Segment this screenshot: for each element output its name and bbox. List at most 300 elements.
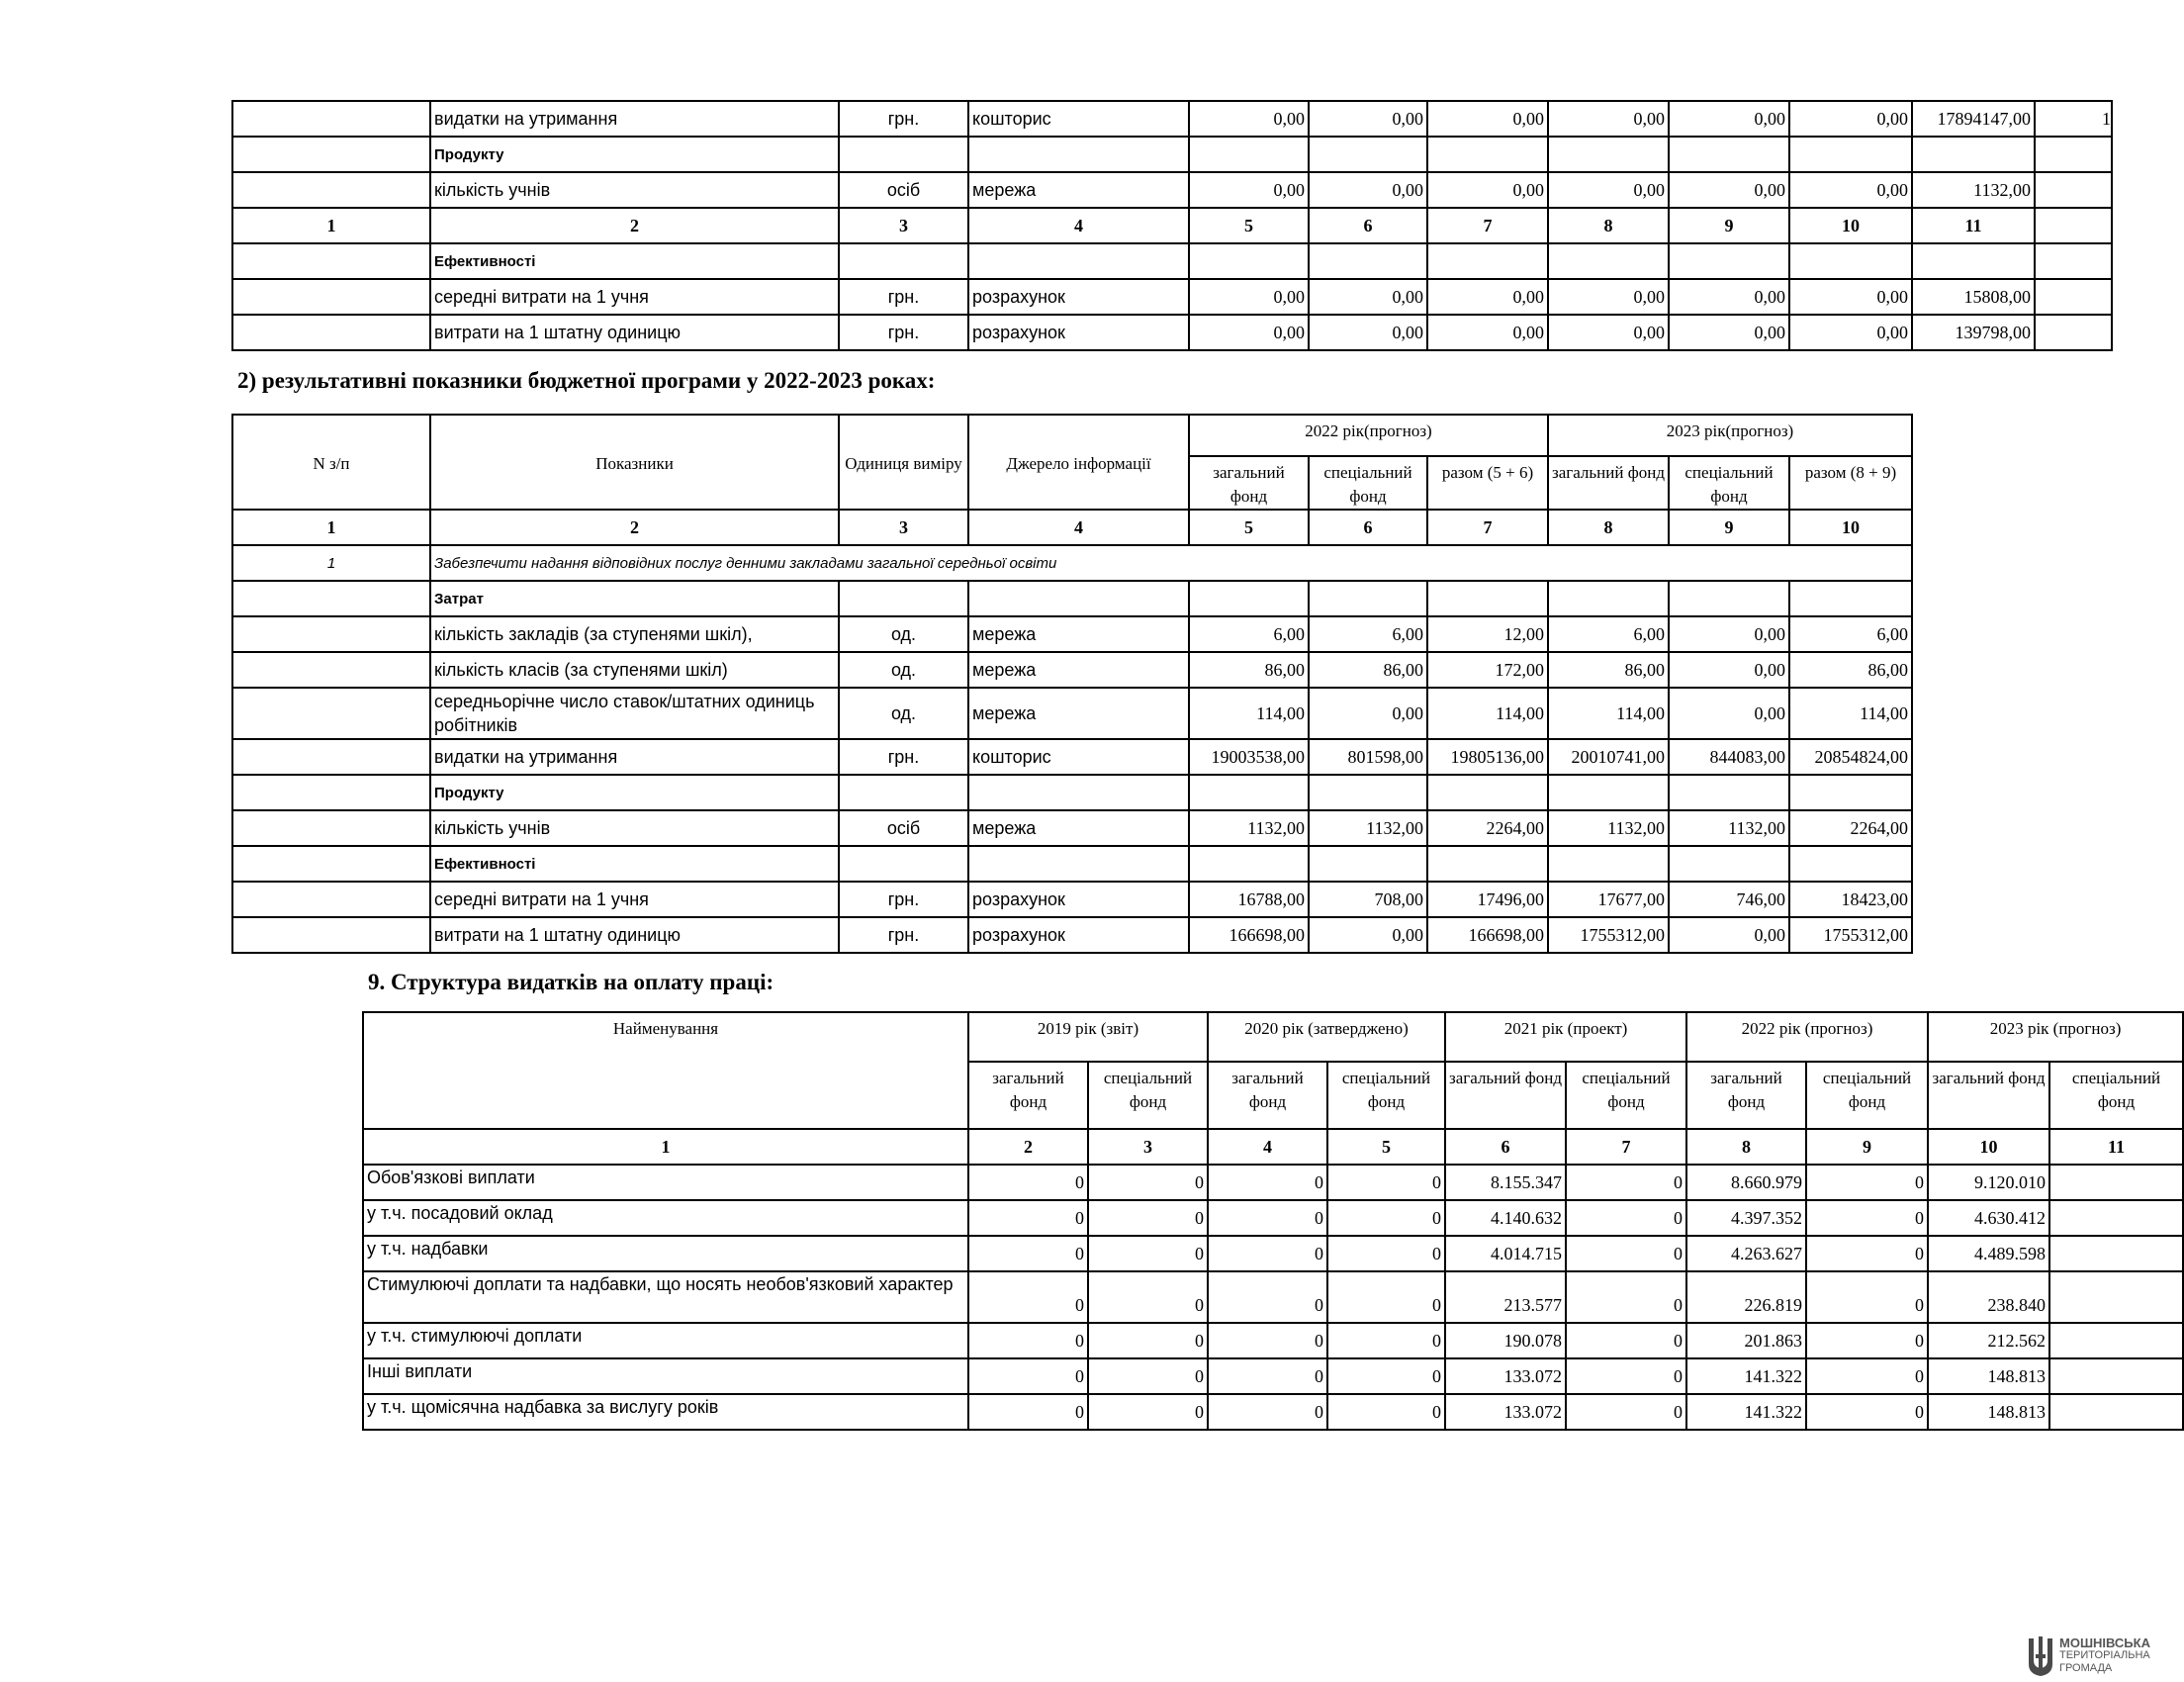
column-number: 9: [1669, 208, 1789, 243]
cell: [839, 137, 968, 172]
value-cell: 0: [1088, 1200, 1208, 1236]
value-cell: [2049, 1358, 2183, 1394]
value-cell: 0: [1327, 1394, 1445, 1430]
value-cell: [2035, 315, 2112, 350]
cell: [232, 652, 430, 688]
column-number: 8: [1686, 1129, 1806, 1165]
value-cell: 844083,00: [1669, 739, 1789, 775]
table-row: [232, 172, 2112, 208]
table-row: [232, 208, 2112, 243]
value-cell: 0,00: [1789, 101, 1912, 137]
unit: од.: [839, 652, 968, 688]
value-cell: [2049, 1236, 2183, 1271]
cell: [1309, 775, 1427, 810]
cell: [232, 917, 430, 953]
unit: осіб: [839, 172, 968, 208]
value-cell: 0,00: [1309, 917, 1427, 953]
value-cell: 1: [2035, 101, 2112, 137]
column-number: 3: [1088, 1129, 1208, 1165]
value-cell: 6,00: [1789, 616, 1912, 652]
value-cell: 1132,00: [1189, 810, 1309, 846]
cell: [1309, 846, 1427, 882]
value-cell: 801598,00: [1309, 739, 1427, 775]
column-number: 1: [232, 208, 430, 243]
value-cell: 86,00: [1309, 652, 1427, 688]
value-cell: 0: [1088, 1236, 1208, 1271]
value-cell: 0: [1806, 1271, 1928, 1323]
cell: [232, 688, 430, 739]
section-label: Ефективності: [430, 243, 839, 279]
column-number: 8: [1548, 208, 1669, 243]
value-cell: 8.155.347: [1445, 1165, 1566, 1200]
value-cell: 0: [1327, 1200, 1445, 1236]
column-number: 5: [1189, 208, 1309, 243]
cell: [1669, 581, 1789, 616]
value-cell: 213.577: [1445, 1271, 1566, 1323]
col-header-unit: Одиниця виміру: [839, 415, 968, 510]
cell: [1789, 243, 1912, 279]
table-row: [232, 652, 1912, 688]
value-cell: 0: [1088, 1358, 1208, 1394]
col-header-special-fund: спеціальний фонд: [1309, 456, 1427, 510]
cell: [1189, 775, 1309, 810]
col-header-special-fund: спеціальний фонд: [1806, 1062, 1928, 1129]
value-cell: 0: [1208, 1394, 1327, 1430]
cell: [1789, 846, 1912, 882]
value-cell: 17677,00: [1548, 882, 1669, 917]
cell: [1789, 775, 1912, 810]
col-header-general-fund: загальний фонд: [1189, 456, 1309, 510]
column-number: 5: [1189, 510, 1309, 545]
cell: [232, 846, 430, 882]
value-cell: 226.819: [1686, 1271, 1806, 1323]
value-cell: 133.072: [1445, 1394, 1566, 1430]
cell: [2035, 137, 2112, 172]
col-header-year: 2021 рік (проект): [1445, 1012, 1686, 1062]
column-number: 11: [2049, 1129, 2183, 1165]
logo-text-line3: ГРОМАДА: [2059, 1662, 2113, 1674]
value-cell: 0,00: [1669, 279, 1789, 315]
cell: [1189, 137, 1309, 172]
value-cell: 1132,00: [1669, 810, 1789, 846]
table-row: [363, 1271, 2183, 1323]
column-number: 11: [1912, 208, 2035, 243]
cell: [1309, 243, 1427, 279]
col-header-name: Найменування: [363, 1012, 968, 1129]
table-row: [232, 315, 2112, 350]
value-cell: 238.840: [1928, 1271, 2049, 1323]
indicators-table-continued: [231, 100, 2113, 351]
value-cell: 0: [1806, 1236, 1928, 1271]
value-cell: 0: [1208, 1200, 1327, 1236]
col-header-general-fund: загальний фонд: [968, 1062, 1088, 1129]
source: мережа: [968, 810, 1189, 846]
cell: [1427, 243, 1548, 279]
value-cell: [2049, 1200, 2183, 1236]
cell: [1189, 846, 1309, 882]
cell: [839, 846, 968, 882]
unit: од.: [839, 616, 968, 652]
col-header-num: N з/п: [232, 415, 430, 510]
value-cell: 0,00: [1427, 172, 1548, 208]
indicator-name: кількість учнів: [430, 810, 839, 846]
value-cell: 166698,00: [1427, 917, 1548, 953]
value-cell: 0,00: [1669, 315, 1789, 350]
payment-name: Стимулюючі доплати та надбавки, що носять необов'язковий характер: [363, 1271, 968, 1323]
unit: од.: [839, 688, 968, 739]
value-cell: 0: [1208, 1358, 1327, 1394]
col-header-special-fund: спеціальний фонд: [1327, 1062, 1445, 1129]
value-cell: 114,00: [1789, 688, 1912, 739]
col-header-year: 2023 рік (прогноз): [1928, 1012, 2183, 1062]
value-cell: 0: [968, 1271, 1088, 1323]
value-cell: 0,00: [1427, 279, 1548, 315]
value-cell: 141.322: [1686, 1358, 1806, 1394]
column-numbers-row: [232, 510, 1912, 545]
col-header-general-fund: загальний фонд: [1548, 456, 1669, 510]
value-cell: 0,00: [1789, 172, 1912, 208]
value-cell: 16788,00: [1189, 882, 1309, 917]
source: кошторис: [968, 101, 1189, 137]
column-number: 6: [1309, 208, 1427, 243]
value-cell: 86,00: [1789, 652, 1912, 688]
trident-icon: [2026, 1635, 2055, 1678]
indicator-name: кількість закладів (за ступенями шкіл),: [430, 616, 839, 652]
col-header-year-2023: 2023 рік(прогноз): [1548, 415, 1912, 456]
value-cell: 0,00: [1309, 101, 1427, 137]
value-cell: 0,00: [1789, 315, 1912, 350]
value-cell: 708,00: [1309, 882, 1427, 917]
section-label: Продукту: [430, 775, 839, 810]
value-cell: 15808,00: [1912, 279, 2035, 315]
value-cell: 4.014.715: [1445, 1236, 1566, 1271]
value-cell: 0,00: [1669, 101, 1789, 137]
value-cell: 0: [1088, 1271, 1208, 1323]
source: розрахунок: [968, 917, 1189, 953]
table-row: [232, 882, 1912, 917]
value-cell: 190.078: [1445, 1323, 1566, 1358]
logo-text-line2: ТЕРИТОРІАЛЬНА: [2059, 1649, 2150, 1661]
value-cell: 17894147,00: [1912, 101, 2035, 137]
value-cell: 0: [1566, 1323, 1686, 1358]
column-number: 10: [1789, 510, 1912, 545]
source: мережа: [968, 688, 1189, 739]
payment-name: Інші виплати: [363, 1358, 968, 1394]
column-number: 6: [1309, 510, 1427, 545]
value-cell: 20854824,00: [1789, 739, 1912, 775]
task-row: [232, 545, 1912, 581]
value-cell: 141.322: [1686, 1394, 1806, 1430]
column-number: 4: [968, 510, 1189, 545]
value-cell: 12,00: [1427, 616, 1548, 652]
cell: [1789, 581, 1912, 616]
col-header-year: 2022 рік (прогноз): [1686, 1012, 1928, 1062]
cell: [1669, 775, 1789, 810]
value-cell: 0: [1088, 1394, 1208, 1430]
col-header-special-fund: спеціальний фонд: [1088, 1062, 1208, 1129]
unit: грн.: [839, 279, 968, 315]
cell: [232, 775, 430, 810]
value-cell: 133.072: [1445, 1358, 1566, 1394]
source: мережа: [968, 616, 1189, 652]
column-number: 2: [430, 510, 839, 545]
value-cell: 1755312,00: [1789, 917, 1912, 953]
indicator-name: кількість учнів: [430, 172, 839, 208]
indicator-name: видатки на утримання: [430, 739, 839, 775]
cell: [232, 137, 430, 172]
cell: [232, 882, 430, 917]
value-cell: 0,00: [1309, 172, 1427, 208]
unit: грн.: [839, 739, 968, 775]
cell: [1669, 137, 1789, 172]
cell: [968, 243, 1189, 279]
unit: грн.: [839, 101, 968, 137]
table-row: [232, 279, 2112, 315]
column-number: 5: [1327, 1129, 1445, 1165]
value-cell: [2035, 279, 2112, 315]
col-header-year: 2019 рік (звіт): [968, 1012, 1208, 1062]
value-cell: 0,00: [1548, 279, 1669, 315]
payment-name: у т.ч. посадовий оклад: [363, 1200, 968, 1236]
value-cell: 0: [1566, 1358, 1686, 1394]
value-cell: 0: [1566, 1271, 1686, 1323]
value-cell: 0: [1327, 1165, 1445, 1200]
cell: [968, 137, 1189, 172]
col-header-general-fund: загальний фонд: [1208, 1062, 1327, 1129]
indicator-name: середні витрати на 1 учня: [430, 279, 839, 315]
value-cell: [2049, 1165, 2183, 1200]
section2-heading: 2) результативні показники бюджетної програми у 2022-2023 роках:: [237, 368, 936, 393]
value-cell: 114,00: [1427, 688, 1548, 739]
value-cell: 0: [1566, 1236, 1686, 1271]
payment-name: у т.ч. щомісячна надбавка за вислугу років: [363, 1394, 968, 1430]
cell: [968, 775, 1189, 810]
column-number: 4: [968, 208, 1189, 243]
cell: [1669, 846, 1789, 882]
table-row: [232, 581, 1912, 616]
col-header-general-fund: загальний фонд: [1686, 1062, 1806, 1129]
cell: [232, 581, 430, 616]
community-logo: [2026, 1635, 2174, 1678]
cell: [1548, 243, 1669, 279]
col-header-special-fund: спеціальний фонд: [1669, 456, 1789, 510]
column-number: 10: [1928, 1129, 2049, 1165]
value-cell: 0: [1806, 1394, 1928, 1430]
column-number: 9: [1669, 510, 1789, 545]
value-cell: 0: [1208, 1323, 1327, 1358]
cell: [232, 279, 430, 315]
cell: [1548, 581, 1669, 616]
cell: [232, 315, 430, 350]
value-cell: 0,00: [1669, 652, 1789, 688]
value-cell: 148.813: [1928, 1358, 2049, 1394]
value-cell: 172,00: [1427, 652, 1548, 688]
value-cell: 0: [1208, 1271, 1327, 1323]
value-cell: 2264,00: [1427, 810, 1548, 846]
cell: [1189, 581, 1309, 616]
value-cell: 9.120.010: [1928, 1165, 2049, 1200]
col-header-sum: разом (8 + 9): [1789, 456, 1912, 510]
value-cell: 0,00: [1309, 315, 1427, 350]
table-row: [363, 1323, 2183, 1358]
indicators-2022-2023-table: [231, 414, 1913, 954]
payment-name: у т.ч. стимулюючі доплати: [363, 1323, 968, 1358]
value-cell: 0: [1806, 1200, 1928, 1236]
column-number: 6: [1445, 1129, 1566, 1165]
section-label: Ефективності: [430, 846, 839, 882]
task-num: 1: [232, 545, 430, 581]
source: кошторис: [968, 739, 1189, 775]
col-header-indicators: Показники: [430, 415, 839, 510]
column-number: 7: [1427, 208, 1548, 243]
column-number: 4: [1208, 1129, 1327, 1165]
value-cell: 0,00: [1427, 101, 1548, 137]
value-cell: 0: [968, 1394, 1088, 1430]
value-cell: 4.397.352: [1686, 1200, 1806, 1236]
col-header-source: Джерело інформації: [968, 415, 1189, 510]
value-cell: 0,00: [1189, 172, 1309, 208]
column-number: 2: [968, 1129, 1088, 1165]
value-cell: 0,00: [1548, 101, 1669, 137]
cell: [1548, 775, 1669, 810]
value-cell: 114,00: [1548, 688, 1669, 739]
value-cell: 2264,00: [1789, 810, 1912, 846]
unit: грн.: [839, 917, 968, 953]
value-cell: 0: [968, 1323, 1088, 1358]
value-cell: 4.263.627: [1686, 1236, 1806, 1271]
indicator-name: середні витрати на 1 учня: [430, 882, 839, 917]
section9-heading: 9. Структура видатків на оплату праці:: [368, 970, 774, 994]
cell: [839, 581, 968, 616]
cell: [839, 775, 968, 810]
value-cell: 0: [1088, 1165, 1208, 1200]
value-cell: 148.813: [1928, 1394, 2049, 1430]
value-cell: 6,00: [1548, 616, 1669, 652]
column-number: 10: [1789, 208, 1912, 243]
table-row: [232, 810, 1912, 846]
col-header-general-fund: загальний фонд: [1445, 1062, 1566, 1129]
cell: [968, 846, 1189, 882]
indicator-name: кількість класів (за ступенями шкіл): [430, 652, 839, 688]
value-cell: 1755312,00: [1548, 917, 1669, 953]
value-cell: 0: [1327, 1271, 1445, 1323]
table-row: [232, 688, 1912, 739]
cell: [839, 243, 968, 279]
value-cell: 0,00: [1309, 279, 1427, 315]
value-cell: [2049, 1271, 2183, 1323]
value-cell: 0: [1806, 1165, 1928, 1200]
source: розрахунок: [968, 882, 1189, 917]
cell: [232, 172, 430, 208]
cell: [1309, 137, 1427, 172]
indicator-name: витрати на 1 штатну одиницю: [430, 917, 839, 953]
value-cell: 0: [1327, 1236, 1445, 1271]
table-row: [363, 1394, 2183, 1430]
value-cell: 4.489.598: [1928, 1236, 2049, 1271]
value-cell: 0: [1566, 1394, 1686, 1430]
value-cell: 0: [1806, 1323, 1928, 1358]
cell: [1189, 243, 1309, 279]
col-header-special-fund: спеціальний фонд: [2049, 1062, 2183, 1129]
col-header-year-2022: 2022 рік(прогноз): [1189, 415, 1548, 456]
cell: [232, 810, 430, 846]
table-row: [363, 1200, 2183, 1236]
value-cell: 4.140.632: [1445, 1200, 1566, 1236]
cell: [1548, 846, 1669, 882]
cell: [1427, 137, 1548, 172]
value-cell: 0,00: [1189, 279, 1309, 315]
source: розрахунок: [968, 279, 1189, 315]
cell: [1669, 243, 1789, 279]
cell: [2035, 243, 2112, 279]
value-cell: 0: [968, 1200, 1088, 1236]
value-cell: 1132,00: [1912, 172, 2035, 208]
col-header-special-fund: спеціальний фонд: [1566, 1062, 1686, 1129]
logo-text-line1: МОШНІВСЬКА: [2059, 1635, 2150, 1650]
value-cell: 6,00: [1309, 616, 1427, 652]
table-row: [232, 739, 1912, 775]
value-cell: 0,00: [1669, 917, 1789, 953]
value-cell: 4.630.412: [1928, 1200, 2049, 1236]
value-cell: [2035, 172, 2112, 208]
cell: [968, 581, 1189, 616]
column-number: 7: [1427, 510, 1548, 545]
value-cell: 86,00: [1189, 652, 1309, 688]
col-header-general-fund: загальний фонд: [1928, 1062, 2049, 1129]
source: розрахунок: [968, 315, 1189, 350]
indicator-name: середньорічне число ставок/штатних одиниць робітників: [430, 688, 839, 739]
cell: [232, 616, 430, 652]
value-cell: 0,00: [1548, 172, 1669, 208]
cell: [1309, 581, 1427, 616]
column-number: 3: [839, 510, 968, 545]
cell: [1789, 137, 1912, 172]
unit: грн.: [839, 882, 968, 917]
column-number: 3: [839, 208, 968, 243]
table-row: [363, 1165, 2183, 1200]
value-cell: 0: [968, 1236, 1088, 1271]
table-row: [232, 243, 2112, 279]
value-cell: 18423,00: [1789, 882, 1912, 917]
cell: [232, 739, 430, 775]
indicator-name: витрати на 1 штатну одиницю: [430, 315, 839, 350]
table-row: [363, 1236, 2183, 1271]
value-cell: 0: [1327, 1358, 1445, 1394]
cell: [2035, 208, 2112, 243]
unit: грн.: [839, 315, 968, 350]
column-number: 7: [1566, 1129, 1686, 1165]
source: мережа: [968, 172, 1189, 208]
cell: [1427, 846, 1548, 882]
value-cell: 20010741,00: [1548, 739, 1669, 775]
cell: [232, 243, 430, 279]
value-cell: 0: [1208, 1236, 1327, 1271]
value-cell: 139798,00: [1912, 315, 2035, 350]
value-cell: 1132,00: [1548, 810, 1669, 846]
value-cell: 0: [1327, 1323, 1445, 1358]
value-cell: 0: [1566, 1200, 1686, 1236]
cell: [1548, 137, 1669, 172]
table-row: [232, 137, 2112, 172]
cell: [1427, 775, 1548, 810]
value-cell: 19003538,00: [1189, 739, 1309, 775]
table-row: [232, 101, 2112, 137]
value-cell: 19805136,00: [1427, 739, 1548, 775]
value-cell: 114,00: [1189, 688, 1309, 739]
cell: [1912, 137, 2035, 172]
value-cell: 0,00: [1189, 315, 1309, 350]
column-numbers-row: [363, 1129, 2183, 1165]
